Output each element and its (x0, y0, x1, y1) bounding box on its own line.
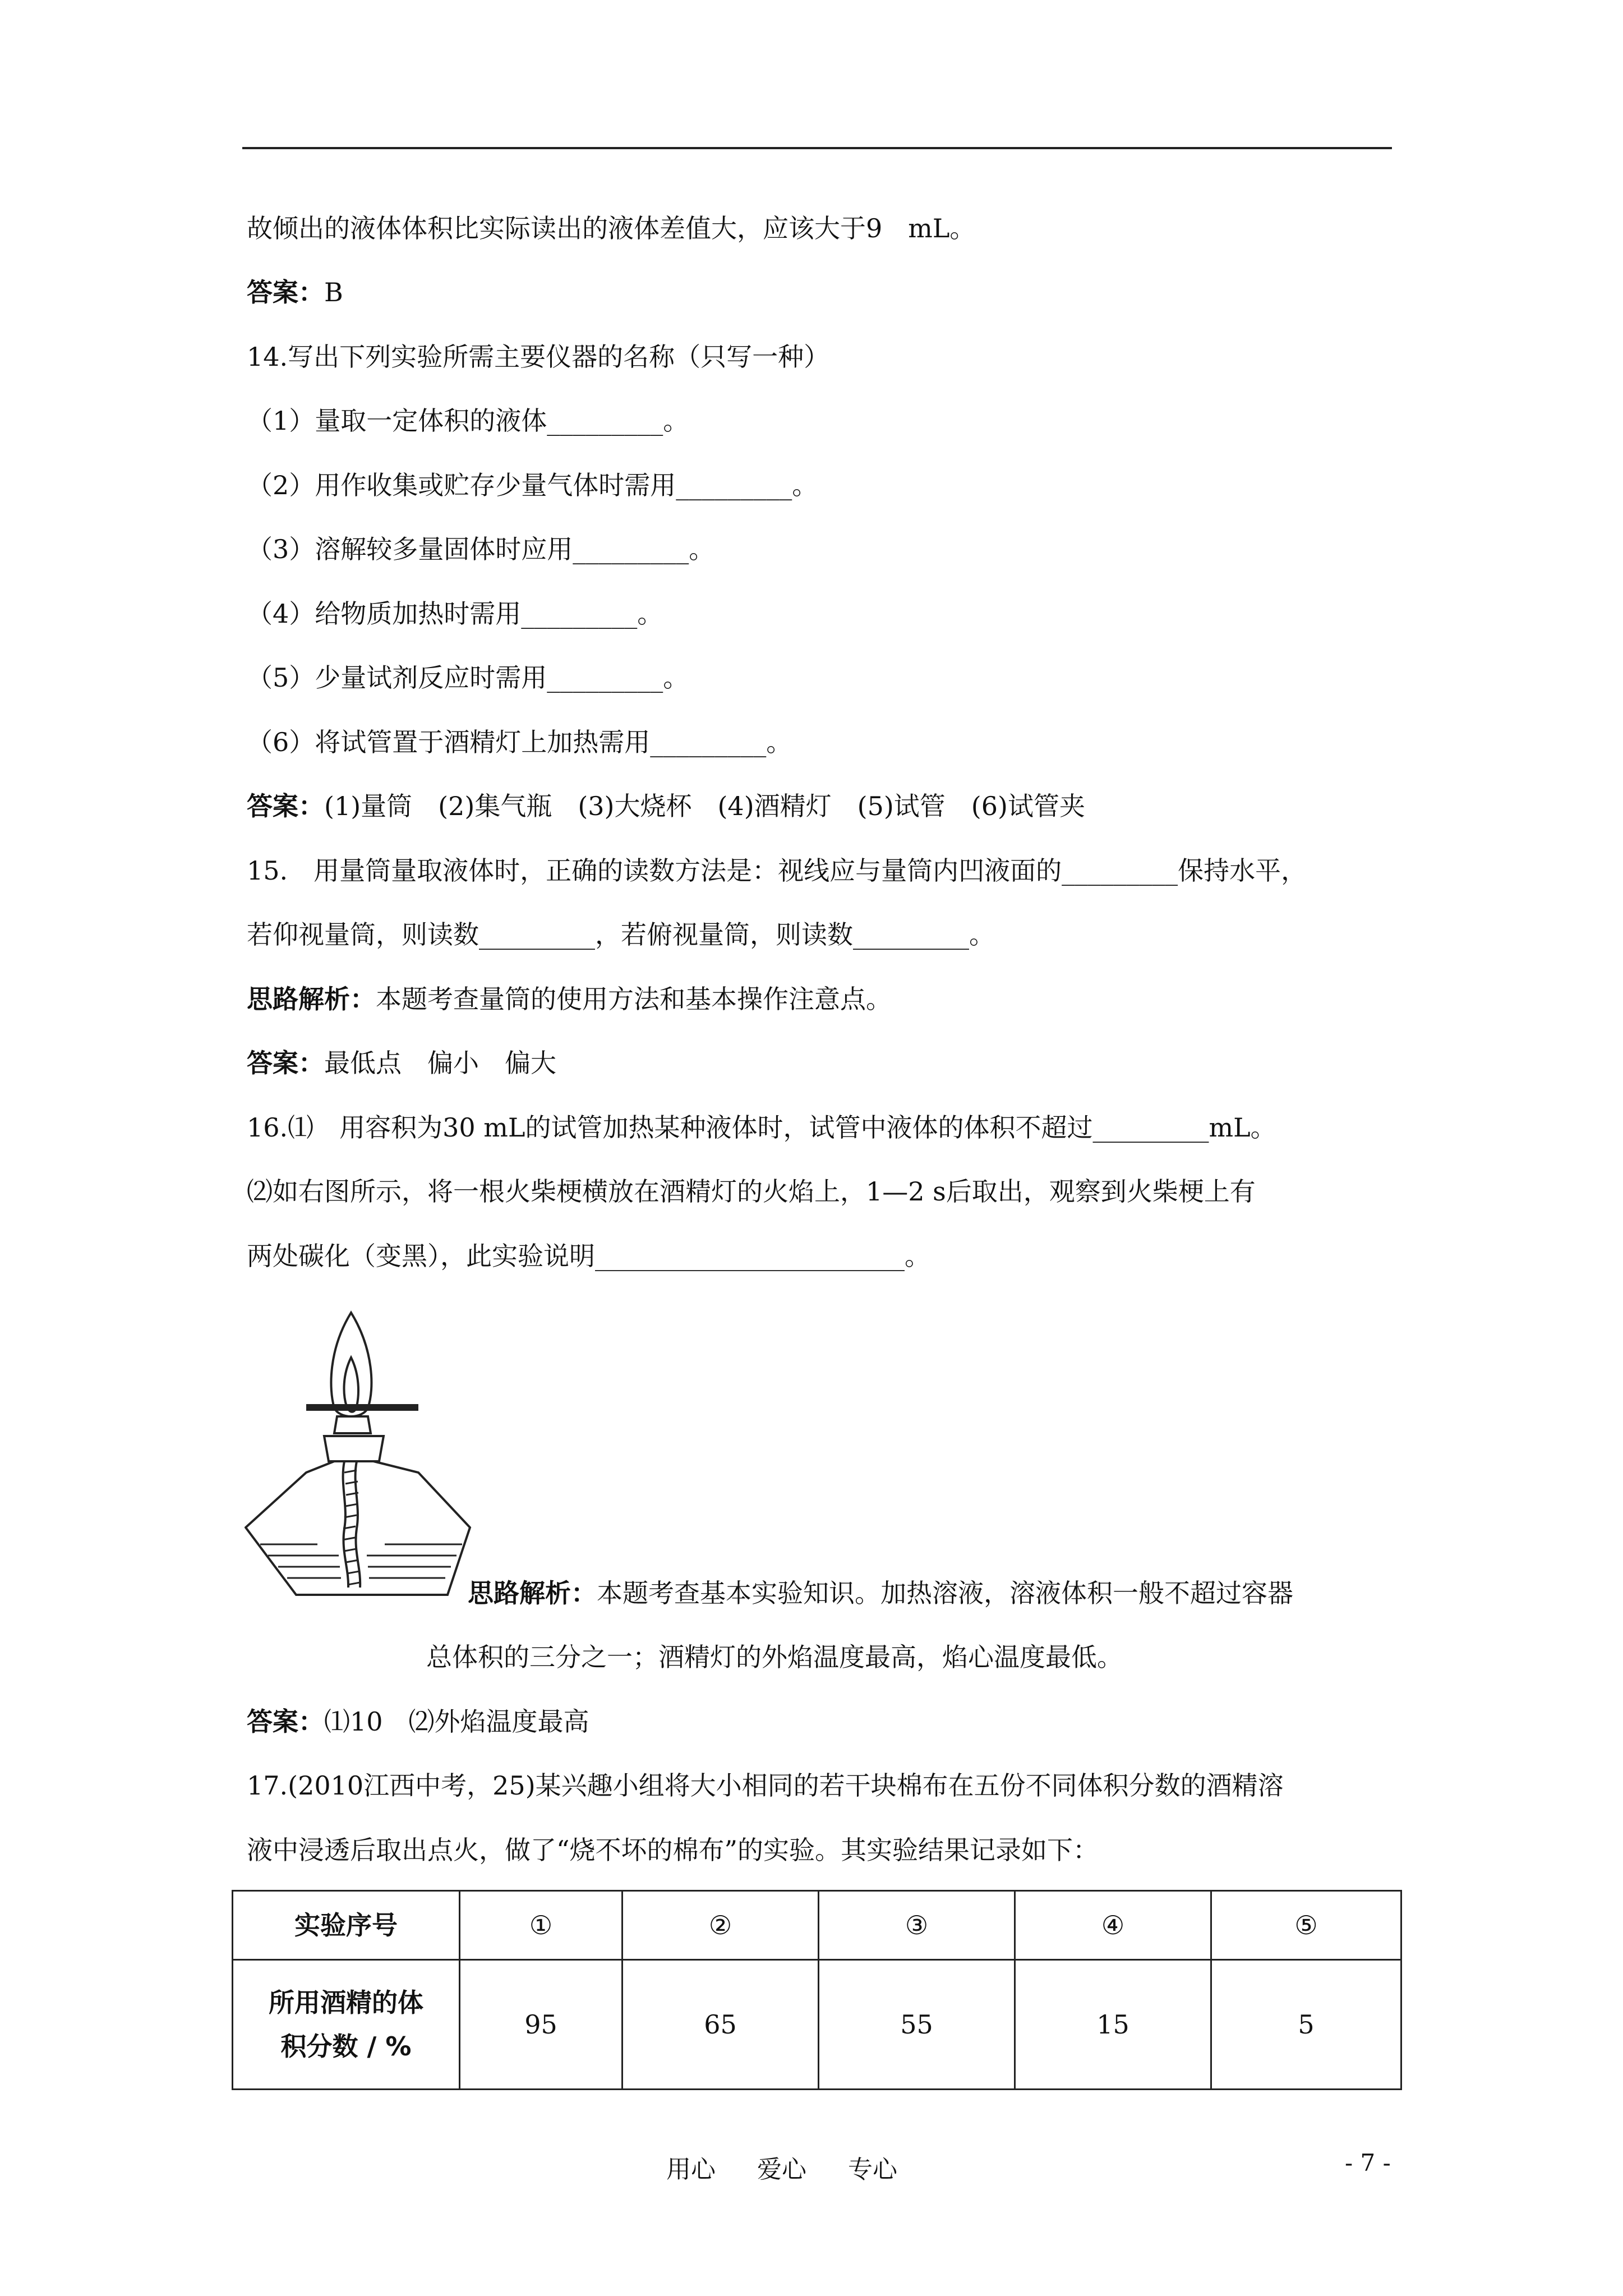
question-15-line-2: 若仰视量筒，则读数_________，若俯视量筒，则读数_________。 (247, 919, 995, 950)
text-line: 故倾出的液体体积比实际读出的液体差值大，应该大于9 mL。 (247, 213, 976, 243)
solution-label: 思路解析： (468, 1578, 597, 1608)
solution-value: 本题考查基本实验知识。加热溶液，溶液体积一般不超过容器 (597, 1578, 1293, 1608)
results-table (232, 1890, 1402, 2090)
question-14-item-3: （3）溶解较多量固体时应用_________。 (247, 534, 715, 564)
question-14-item-5: （5）少量试剂反应时需用_________。 (247, 662, 689, 693)
answer-value: (1)量筒 (2)集气瓶 (3)大烧杯 (4)酒精灯 (5)试管 (6)试管夹 (324, 791, 1085, 821)
table-cell: 15 (1015, 1960, 1211, 2090)
solution-value: 本题考查量筒的使用方法和基本操作注意点。 (376, 984, 892, 1014)
answer-value: B (324, 277, 343, 307)
table-cell: 5 (1211, 1960, 1401, 2090)
question-14: 14.写出下列实验所需主要仪器的名称（只写一种） (247, 342, 830, 372)
row-label-line: 积分数 / % (280, 2031, 412, 2062)
solution-label: 思路解析： (247, 984, 376, 1014)
footer-motto: 用心 爱心 专心 (666, 2155, 897, 2184)
table-cell: 95 (460, 1960, 623, 2090)
question-16-line-2: ⑵如右图所示，将一根火柴梗横放在酒精灯的火焰上，1—2 s后取出，观察到火柴梗上有 (247, 1176, 1256, 1207)
table-header-cell: ⑤ (1211, 1891, 1401, 1960)
answer-value: 最低点 偏小 偏大 (324, 1048, 556, 1078)
question-14-item-4: （4）给物质加热时需用_________。 (247, 599, 663, 629)
table-header-cell: 实验序号 (233, 1891, 460, 1960)
question-15-line-1: 15. 用量筒量取液体时，正确的读数方法是：视线应与量筒内凹液面的_________保持水平， (247, 855, 1307, 886)
table-header-cell: ③ (819, 1891, 1015, 1960)
table-row (233, 1891, 1401, 1960)
solution-16-continued: 总体积的三分之一；酒精灯的外焰温度最高，焰心温度最低。 (426, 1642, 1123, 1672)
question-14-item-2: （2）用作收集或贮存少量气体时需用_________。 (247, 470, 818, 500)
table-cell: 55 (819, 1960, 1015, 2090)
table-row (233, 1960, 1401, 2090)
table-header-cell: ② (623, 1891, 819, 1960)
answer-13 (247, 279, 343, 305)
question-17-line-2: 液中浸透后取出点火，做了“烧不坏的棉布”的实验。其实验结果记录如下： (247, 1835, 1099, 1865)
question-16-line-1: 16.⑴ 用容积为30 mL的试管加热某种液体时，试管中液体的体积不超过_________mL。 (247, 1112, 1276, 1143)
question-14-item-1: （1）量取一定体积的液体_________。 (247, 406, 689, 436)
answer-14 (247, 793, 1085, 819)
answer-value: ⑴10 ⑵外焰温度最高 (324, 1706, 589, 1737)
answer-label: 答案： (247, 1706, 324, 1737)
solution-16 (468, 1580, 1293, 1606)
question-14-item-6: （6）将试管置于酒精灯上加热需用_________。 (247, 727, 792, 757)
answer-15 (247, 1050, 556, 1076)
alcohol-lamp-figure (245, 1304, 480, 1607)
header-rule (242, 147, 1392, 149)
answer-label: 答案： (247, 277, 324, 307)
row-label-line: 所用酒精的体 (269, 1987, 423, 2018)
question-17-line-1: 17.(2010江西中考，25)某兴趣小组将大小相同的若干块棉布在五份不同体积分数的酒精溶 (247, 1770, 1284, 1801)
answer-label: 答案： (247, 791, 324, 821)
table-header-cell: ① (460, 1891, 623, 1960)
solution-15 (247, 986, 892, 1012)
table-cell: 65 (623, 1960, 819, 2090)
answer-label: 答案： (247, 1048, 324, 1078)
question-16-line-3: 两处碳化（变黑），此实验说明________________________。 (247, 1241, 930, 1271)
answer-16 (247, 1706, 589, 1737)
page-number: - 7 - (1345, 2149, 1391, 2177)
table-header-cell: ④ (1015, 1891, 1211, 1960)
table-row-label (233, 1960, 460, 2090)
